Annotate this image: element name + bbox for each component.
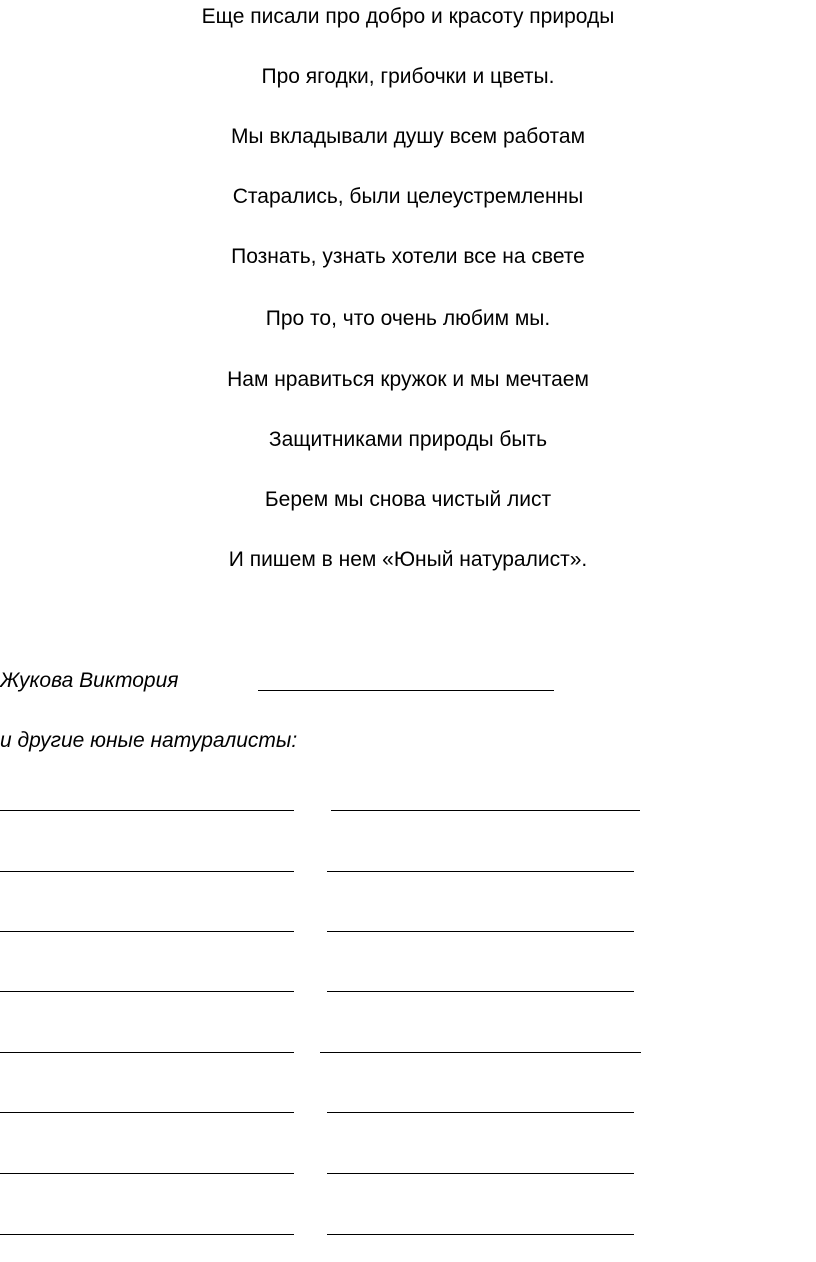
signature-blank-line (320, 1052, 641, 1053)
signature-blank-line (0, 991, 294, 992)
poem-line: Нам нравиться кружок и мы мечтаем (227, 368, 589, 391)
poem-line: Познать, узнать хотели все на свете (231, 245, 585, 268)
poem-line: Мы вкладывали душу всем работам (230, 125, 586, 148)
others-caption: и другие юные натуралисты: (0, 729, 298, 752)
poem-line: Про то, что очень любим мы. (265, 307, 551, 330)
author-name: Жукова Виктория (0, 669, 179, 692)
signature-blank-line (327, 1234, 634, 1235)
poem-line: Защитниками природы быть (268, 428, 548, 451)
poem-line: И пишем в нем «Юный натуралист». (228, 548, 588, 571)
poem-line: Берем мы снова чистый лист (264, 488, 552, 511)
signature-blank-line (0, 1234, 294, 1235)
signature-blank-line (0, 1112, 294, 1113)
signature-blank-line (327, 931, 634, 932)
signature-blank-line (0, 1173, 294, 1174)
signature-blank-line (327, 1112, 634, 1113)
author-signature-line (258, 690, 554, 691)
poem-line: Еще писали про добро и красоту природы (201, 5, 615, 28)
signature-blank-line (0, 810, 294, 811)
signature-blank-line (327, 991, 634, 992)
signature-blank-line (331, 810, 640, 811)
signature-blank-line (327, 1173, 634, 1174)
signature-blank-line (0, 871, 294, 872)
poem-line: Старались, были целеустремленны (232, 185, 584, 208)
signature-blank-line (0, 1052, 294, 1053)
poem-line: Про ягодки, грибочки и цветы. (261, 65, 555, 88)
signature-blank-line (0, 931, 294, 932)
signature-blank-line (327, 871, 634, 872)
